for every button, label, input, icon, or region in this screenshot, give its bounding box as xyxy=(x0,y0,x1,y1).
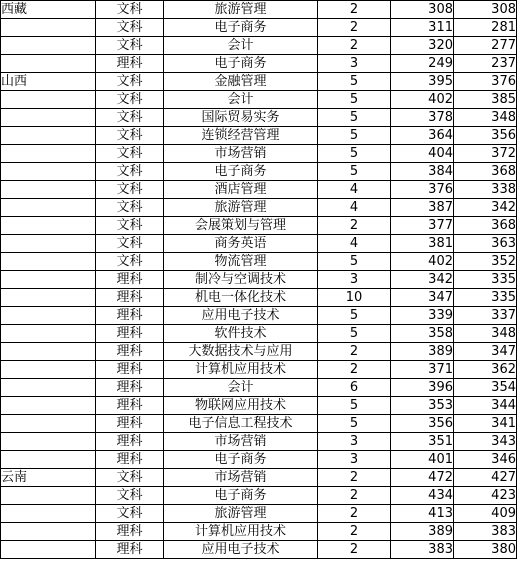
table-row xyxy=(1,451,517,469)
max-score-cell: 339 xyxy=(391,307,454,325)
province-cell xyxy=(1,325,96,343)
major-cell: 旅游管理 xyxy=(164,199,318,217)
major-cell: 国际贸易实务 xyxy=(164,109,318,127)
max-score-cell: 413 xyxy=(391,505,454,523)
max-score-cell: 376 xyxy=(391,181,454,199)
min-score-cell: 376 xyxy=(454,73,517,91)
subject-type-cell: 理科 xyxy=(96,325,164,343)
subject-type-cell: 文科 xyxy=(96,109,164,127)
subject-type-cell: 理科 xyxy=(96,343,164,361)
province-cell xyxy=(1,307,96,325)
plan-count-cell: 2 xyxy=(318,541,391,559)
province-cell xyxy=(1,163,96,181)
province-cell xyxy=(1,235,96,253)
min-score-cell: 380 xyxy=(454,541,517,559)
subject-type-cell: 理科 xyxy=(96,415,164,433)
min-score-cell: 338 xyxy=(454,181,517,199)
plan-count-cell: 6 xyxy=(318,379,391,397)
min-score-cell: 237 xyxy=(454,55,517,73)
max-score-cell: 383 xyxy=(391,541,454,559)
subject-type-cell: 文科 xyxy=(96,487,164,505)
subject-type-cell: 理科 xyxy=(96,397,164,415)
province-cell xyxy=(1,217,96,235)
plan-count-cell: 2 xyxy=(318,487,391,505)
major-cell: 电子商务 xyxy=(164,19,318,37)
table-row xyxy=(1,307,517,325)
max-score-cell: 364 xyxy=(391,127,454,145)
min-score-cell: 348 xyxy=(454,325,517,343)
table-row xyxy=(1,271,517,289)
table-row xyxy=(1,109,517,127)
max-score-cell: 308 xyxy=(391,1,454,19)
subject-type-cell: 文科 xyxy=(96,73,164,91)
province-cell xyxy=(1,415,96,433)
min-score-cell: 372 xyxy=(454,145,517,163)
max-score-cell: 347 xyxy=(391,289,454,307)
table-row xyxy=(1,235,517,253)
major-cell: 应用电子技术 xyxy=(164,541,318,559)
max-score-cell: 371 xyxy=(391,361,454,379)
min-score-cell: 344 xyxy=(454,397,517,415)
plan-count-cell: 4 xyxy=(318,199,391,217)
max-score-cell: 387 xyxy=(391,199,454,217)
province-cell: 西藏 xyxy=(1,1,96,19)
plan-count-cell: 5 xyxy=(318,127,391,145)
province-cell xyxy=(1,127,96,145)
plan-count-cell: 2 xyxy=(318,523,391,541)
province-cell xyxy=(1,451,96,469)
province-cell xyxy=(1,19,96,37)
major-cell: 会计 xyxy=(164,91,318,109)
major-cell: 计算机应用技术 xyxy=(164,523,318,541)
table-row xyxy=(1,505,517,523)
plan-count-cell: 5 xyxy=(318,415,391,433)
subject-type-cell: 理科 xyxy=(96,289,164,307)
max-score-cell: 311 xyxy=(391,19,454,37)
max-score-cell: 396 xyxy=(391,379,454,397)
subject-type-cell: 文科 xyxy=(96,19,164,37)
max-score-cell: 320 xyxy=(391,37,454,55)
table-row xyxy=(1,217,517,235)
min-score-cell: 342 xyxy=(454,199,517,217)
province-cell xyxy=(1,343,96,361)
major-cell: 酒店管理 xyxy=(164,181,318,199)
table-row xyxy=(1,19,517,37)
min-score-cell: 348 xyxy=(454,109,517,127)
province-cell xyxy=(1,55,96,73)
table-row xyxy=(1,73,517,91)
subject-type-cell: 文科 xyxy=(96,163,164,181)
min-score-cell: 335 xyxy=(454,271,517,289)
plan-count-cell: 5 xyxy=(318,397,391,415)
plan-count-cell: 2 xyxy=(318,37,391,55)
major-cell: 电子商务 xyxy=(164,487,318,505)
min-score-cell: 363 xyxy=(454,235,517,253)
major-cell: 物联网应用技术 xyxy=(164,397,318,415)
min-score-cell: 356 xyxy=(454,127,517,145)
table-row xyxy=(1,127,517,145)
plan-count-cell: 5 xyxy=(318,307,391,325)
min-score-cell: 368 xyxy=(454,163,517,181)
province-cell xyxy=(1,397,96,415)
province-cell: 云南 xyxy=(1,469,96,487)
plan-count-cell: 3 xyxy=(318,271,391,289)
major-cell: 会计 xyxy=(164,37,318,55)
max-score-cell: 358 xyxy=(391,325,454,343)
subject-type-cell: 文科 xyxy=(96,235,164,253)
province-cell xyxy=(1,433,96,451)
table-row xyxy=(1,181,517,199)
plan-count-cell: 3 xyxy=(318,55,391,73)
table-body xyxy=(1,0,517,559)
province-cell xyxy=(1,541,96,559)
plan-count-cell: 2 xyxy=(318,505,391,523)
max-score-cell: 353 xyxy=(391,397,454,415)
subject-type-cell: 理科 xyxy=(96,307,164,325)
table-row xyxy=(1,37,517,55)
max-score-cell: 389 xyxy=(391,523,454,541)
table-row xyxy=(1,469,517,487)
plan-count-cell: 2 xyxy=(318,217,391,235)
min-score-cell: 346 xyxy=(454,451,517,469)
plan-count-cell: 5 xyxy=(318,109,391,127)
subject-type-cell: 文科 xyxy=(96,199,164,217)
max-score-cell: 402 xyxy=(391,253,454,271)
subject-type-cell: 理科 xyxy=(96,433,164,451)
max-score-cell: 401 xyxy=(391,451,454,469)
max-score-cell: 342 xyxy=(391,271,454,289)
min-score-cell: 368 xyxy=(454,217,517,235)
province-cell xyxy=(1,91,96,109)
major-cell: 市场营销 xyxy=(164,433,318,451)
major-cell: 旅游管理 xyxy=(164,1,318,19)
plan-count-cell: 4 xyxy=(318,181,391,199)
province-cell xyxy=(1,145,96,163)
min-score-cell: 341 xyxy=(454,415,517,433)
min-score-cell: 347 xyxy=(454,343,517,361)
plan-count-cell: 5 xyxy=(318,145,391,163)
max-score-cell: 384 xyxy=(391,163,454,181)
major-cell: 商务英语 xyxy=(164,235,318,253)
major-cell: 机电一体化技术 xyxy=(164,289,318,307)
province-cell xyxy=(1,523,96,541)
plan-count-cell: 2 xyxy=(318,361,391,379)
major-cell: 制冷与空调技术 xyxy=(164,271,318,289)
province-cell xyxy=(1,379,96,397)
plan-count-cell: 3 xyxy=(318,451,391,469)
subject-type-cell: 理科 xyxy=(96,55,164,73)
major-cell: 电子商务 xyxy=(164,55,318,73)
table-row xyxy=(1,163,517,181)
major-cell: 应用电子技术 xyxy=(164,307,318,325)
province-cell xyxy=(1,181,96,199)
plan-count-cell: 4 xyxy=(318,235,391,253)
plan-count-cell: 5 xyxy=(318,91,391,109)
major-cell: 软件技术 xyxy=(164,325,318,343)
table-row xyxy=(1,415,517,433)
plan-count-cell: 2 xyxy=(318,1,391,19)
min-score-cell: 383 xyxy=(454,523,517,541)
max-score-cell: 395 xyxy=(391,73,454,91)
table-row xyxy=(1,253,517,271)
max-score-cell: 472 xyxy=(391,469,454,487)
major-cell: 会计 xyxy=(164,379,318,397)
min-score-cell: 343 xyxy=(454,433,517,451)
min-score-cell: 335 xyxy=(454,289,517,307)
major-cell: 大数据技术与应用 xyxy=(164,343,318,361)
province-cell xyxy=(1,361,96,379)
subject-type-cell: 理科 xyxy=(96,361,164,379)
subject-type-cell: 理科 xyxy=(96,451,164,469)
subject-type-cell: 文科 xyxy=(96,1,164,19)
subject-type-cell: 文科 xyxy=(96,217,164,235)
subject-type-cell: 理科 xyxy=(96,271,164,289)
subject-type-cell: 文科 xyxy=(96,181,164,199)
max-score-cell: 404 xyxy=(391,145,454,163)
max-score-cell: 402 xyxy=(391,91,454,109)
major-cell: 市场营销 xyxy=(164,469,318,487)
table-row xyxy=(1,433,517,451)
plan-count-cell: 5 xyxy=(318,325,391,343)
subject-type-cell: 文科 xyxy=(96,253,164,271)
province-cell xyxy=(1,289,96,307)
subject-type-cell: 文科 xyxy=(96,469,164,487)
table-row xyxy=(1,343,517,361)
subject-type-cell: 理科 xyxy=(96,379,164,397)
major-cell: 电子商务 xyxy=(164,163,318,181)
max-score-cell: 378 xyxy=(391,109,454,127)
min-score-cell: 354 xyxy=(454,379,517,397)
max-score-cell: 381 xyxy=(391,235,454,253)
major-cell: 电子信息工程技术 xyxy=(164,415,318,433)
province-cell xyxy=(1,253,96,271)
table-row xyxy=(1,487,517,505)
table-row xyxy=(1,55,517,73)
min-score-cell: 308 xyxy=(454,1,517,19)
subject-type-cell: 文科 xyxy=(96,505,164,523)
max-score-cell: 249 xyxy=(391,55,454,73)
subject-type-cell: 文科 xyxy=(96,127,164,145)
table-row xyxy=(1,289,517,307)
province-cell xyxy=(1,487,96,505)
major-cell: 物流管理 xyxy=(164,253,318,271)
table-row xyxy=(1,379,517,397)
subject-type-cell: 理科 xyxy=(96,523,164,541)
min-score-cell: 409 xyxy=(454,505,517,523)
table-row xyxy=(1,325,517,343)
table-row xyxy=(1,1,517,19)
major-cell: 旅游管理 xyxy=(164,505,318,523)
province-cell xyxy=(1,199,96,217)
major-cell: 计算机应用技术 xyxy=(164,361,318,379)
table-row xyxy=(1,91,517,109)
plan-count-cell: 2 xyxy=(318,343,391,361)
table-row xyxy=(1,397,517,415)
province-cell xyxy=(1,37,96,55)
max-score-cell: 434 xyxy=(391,487,454,505)
table-row xyxy=(1,145,517,163)
plan-count-cell: 5 xyxy=(318,163,391,181)
max-score-cell: 377 xyxy=(391,217,454,235)
province-cell: 山西 xyxy=(1,73,96,91)
table-row xyxy=(1,523,517,541)
province-cell xyxy=(1,505,96,523)
table-row xyxy=(1,199,517,217)
subject-type-cell: 文科 xyxy=(96,37,164,55)
plan-count-cell: 3 xyxy=(318,433,391,451)
plan-count-cell: 2 xyxy=(318,469,391,487)
major-cell: 市场营销 xyxy=(164,145,318,163)
province-cell xyxy=(1,109,96,127)
max-score-cell: 356 xyxy=(391,415,454,433)
min-score-cell: 423 xyxy=(454,487,517,505)
table-row xyxy=(1,361,517,379)
major-cell: 金融管理 xyxy=(164,73,318,91)
min-score-cell: 427 xyxy=(454,469,517,487)
min-score-cell: 277 xyxy=(454,37,517,55)
plan-count-cell: 10 xyxy=(318,289,391,307)
min-score-cell: 281 xyxy=(454,19,517,37)
max-score-cell: 351 xyxy=(391,433,454,451)
major-cell: 会展策划与管理 xyxy=(164,217,318,235)
subject-type-cell: 理科 xyxy=(96,541,164,559)
subject-type-cell: 文科 xyxy=(96,145,164,163)
min-score-cell: 352 xyxy=(454,253,517,271)
max-score-cell: 389 xyxy=(391,343,454,361)
plan-count-cell: 2 xyxy=(318,19,391,37)
plan-count-cell: 5 xyxy=(318,73,391,91)
min-score-cell: 385 xyxy=(454,91,517,109)
table-row xyxy=(1,541,517,559)
plan-count-cell: 5 xyxy=(318,253,391,271)
major-cell: 电子商务 xyxy=(164,451,318,469)
min-score-cell: 362 xyxy=(454,361,517,379)
min-score-cell: 337 xyxy=(454,307,517,325)
province-cell xyxy=(1,271,96,289)
subject-type-cell: 文科 xyxy=(96,91,164,109)
major-cell: 连锁经营管理 xyxy=(164,127,318,145)
